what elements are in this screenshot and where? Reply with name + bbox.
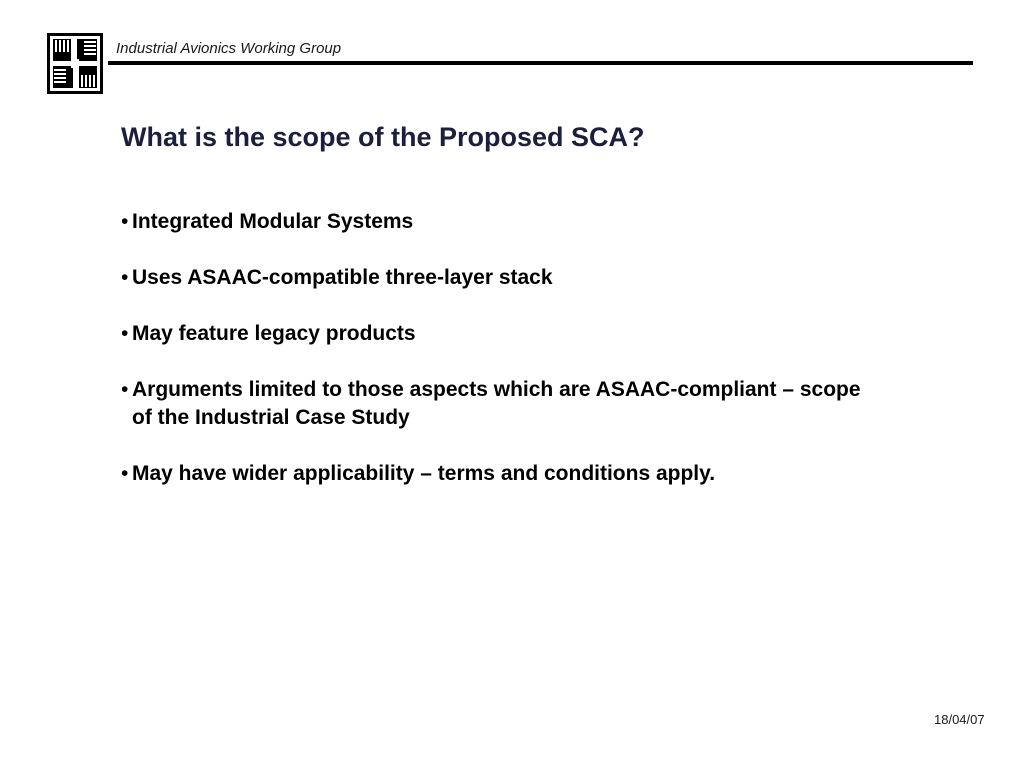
bullet-icon: • (121, 210, 129, 233)
bullet-text: May have wider applicability – terms and conditions apply. (132, 462, 716, 485)
bullet-icon: • (121, 266, 129, 289)
bullet-text: May feature legacy products (132, 322, 416, 345)
slide-date: 18/04/07 (934, 712, 985, 727)
header-divider (108, 61, 973, 65)
bullet-text: Uses ASAAC-compatible three-layer stack (132, 266, 553, 289)
bullet-item (121, 376, 881, 432)
bullet-text: Arguments limited to those aspects which are ASAAC-compliant – scope of the Industrial Case Study (132, 378, 861, 429)
bullet-list (121, 208, 881, 516)
bullet-text: Integrated Modular Systems (132, 210, 414, 233)
bullet-item (121, 460, 881, 488)
bullet-icon: • (121, 322, 129, 345)
bullet-icon: • (121, 462, 129, 485)
bullet-item (121, 264, 881, 292)
interlocking-hands-logo-icon (47, 33, 103, 94)
slide-title: What is the scope of the Proposed SCA? (121, 122, 645, 152)
bullet-item (121, 208, 881, 236)
bullet-item (121, 320, 881, 348)
organization-name: Industrial Avionics Working Group (116, 40, 342, 57)
bullet-icon: • (121, 378, 129, 401)
